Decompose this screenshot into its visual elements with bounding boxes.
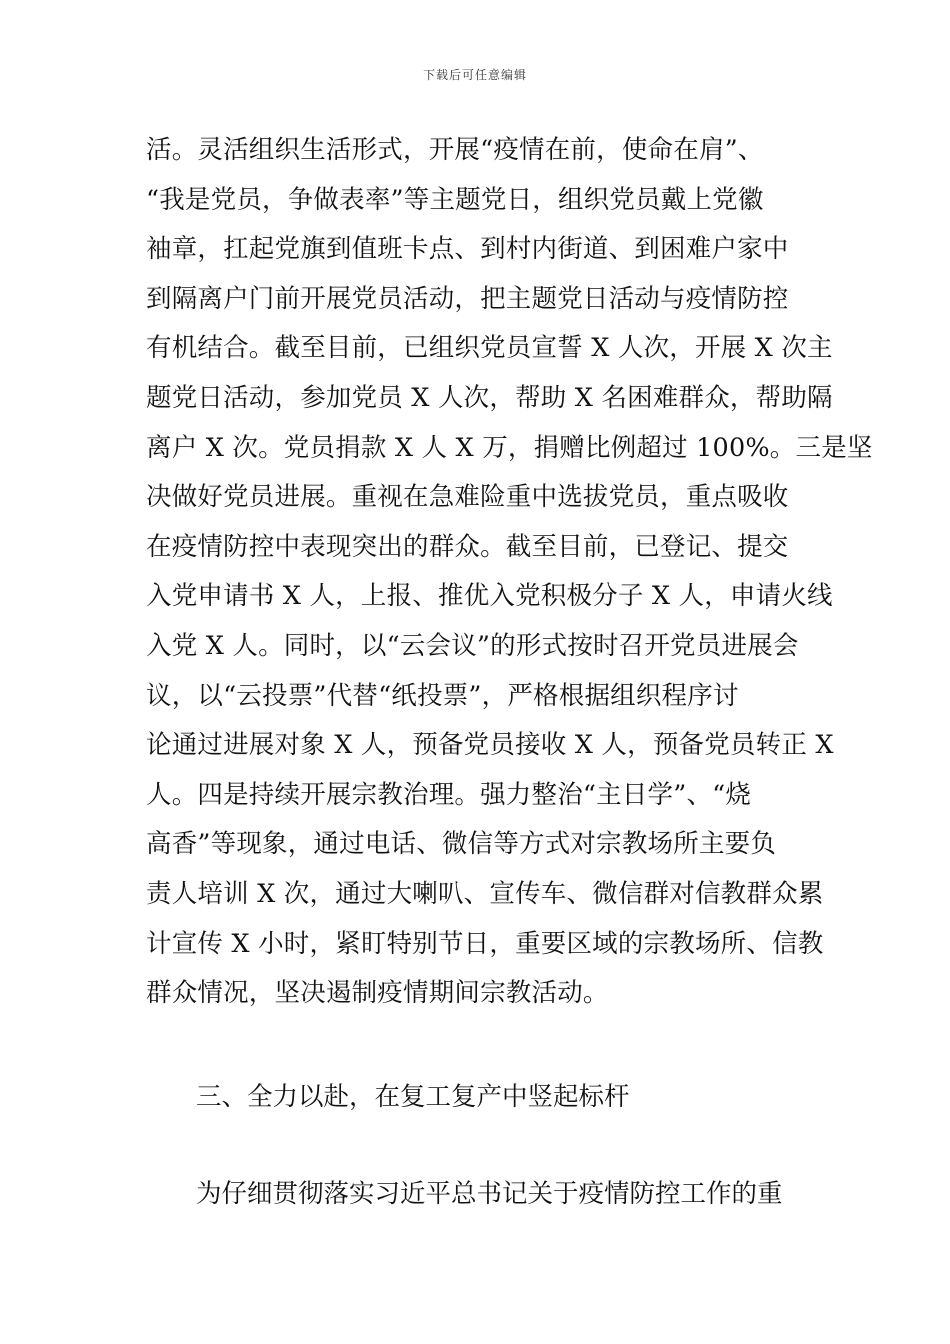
text-line: 到隔离户门前开展党员活动，把主题党日活动与疫情防控 <box>146 283 789 314</box>
text-line: 论通过进展对象 X 人，预备党员接收 X 人，预备党员转正 X <box>146 730 834 761</box>
text-line: 题党日活动，参加党员 X 人次，帮助 X 名困难群众，帮助隔 <box>146 382 833 413</box>
text-line: 离户 X 次。党员捐款 X 人 X 万，捐赠比例超过 100%。三是坚 <box>146 432 873 463</box>
text-line: 有机结合。截至目前，已组织党员宣誓 X 人次，开展 X 次主 <box>146 333 833 364</box>
text-line: 议，以“云投票”代替“纸投票”，严格根据组织程序讨 <box>146 680 739 711</box>
page-header: 下载后可任意编辑 <box>422 68 527 82</box>
section-first-line: 为仔细贯彻落实习近平总书记关于疫情防控工作的重 <box>196 1179 783 1209</box>
text-line: 在疫情防控中表现突出的群众。截至目前，已登记、提交 <box>146 531 789 562</box>
section-heading: 三、全力以赴，在复工复产中竖起标杆 <box>196 1082 630 1112</box>
text-line: 高香”等现象，通过电话、微信等方式对宗教场所主要负 <box>146 829 777 860</box>
text-line: 人。四是持续开展宗教治理。强力整治“主日学”、“烧 <box>146 779 752 810</box>
text-line: 计宣传 X 小时，紧盯特别节日，重要区域的宗教场所、信教 <box>146 928 824 959</box>
text-line: 袖章，扛起党旗到值班卡点、到村内街道、到困难户家中 <box>146 234 789 265</box>
text-line: 群众情况，坚决遏制疫情期间宗教活动。 <box>146 978 609 1009</box>
text-line: 决做好党员进展。重视在急难险重中选拔党员，重点吸收 <box>146 482 789 513</box>
text-line: 入党申请书 X 人，上报、推优入党积极分子 X 人，申请火线 <box>146 581 833 612</box>
text-line: 入党 X 人。同时，以“云会议”的形式按时召开党员进展会 <box>146 630 799 661</box>
text-line: 活。灵活组织生活形式，开展“疫情在前，使命在肩”、 <box>146 135 764 165</box>
text-line: 责人培训 X 次，通过大喇叭、宣传车、微信群对信教群众累 <box>146 878 824 909</box>
text-line: “我是党员，争做表率”等主题党日，组织党员戴上党徽 <box>146 184 764 215</box>
body-paragraph <box>146 126 873 1019</box>
